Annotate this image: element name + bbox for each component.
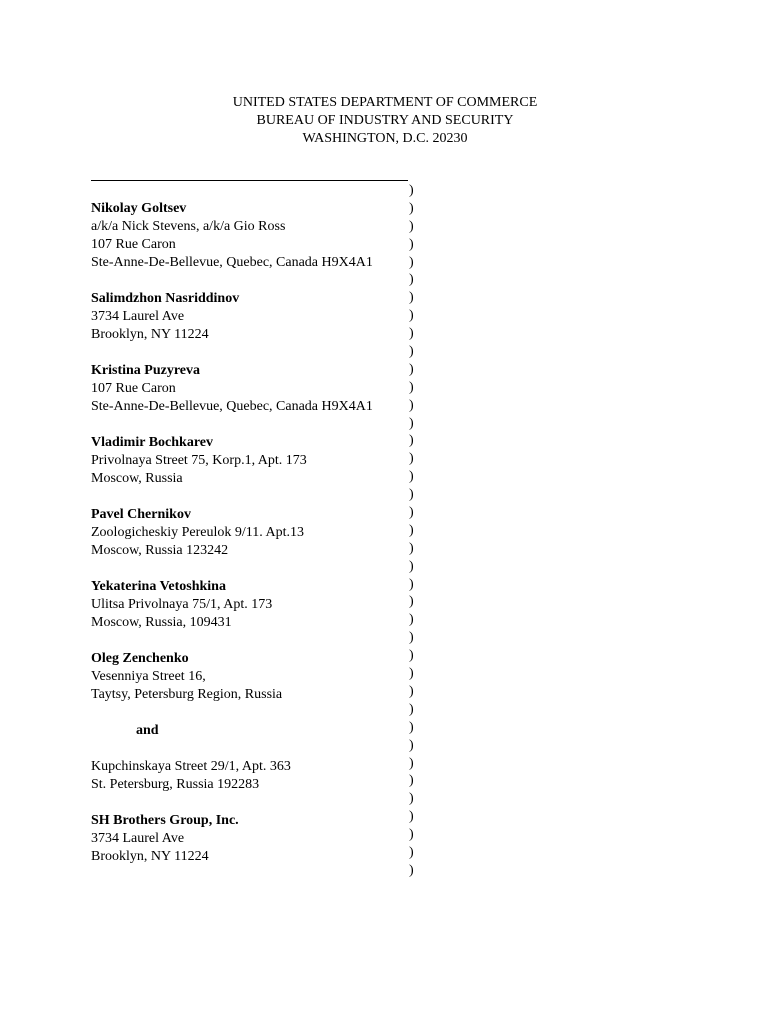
caption-parenthesis: ) [409,576,414,592]
party-sh-brothers [91,812,411,866]
caption-parenthesis: ) [409,719,414,735]
party-vetoshkina [91,578,411,632]
party-address-line: Kupchinskaya Street 29/1, Apt. 363 [91,759,291,774]
caption-parenthesis: ) [409,200,414,216]
party-address-line: a/k/a Nick Stevens, a/k/a Gio Ross [91,219,286,234]
caption-parenthesis-column [409,182,421,880]
agency-header [0,94,770,148]
party-name: SH Brothers Group, Inc. [91,813,239,828]
party-name: Vladimir Bochkarev [91,435,213,450]
party-puzyreva [91,362,411,416]
caption-parenthesis: ) [409,415,414,431]
party-address-line: Moscow, Russia 123242 [91,543,229,558]
caption-parenthesis: ) [409,433,414,449]
caption-parenthesis: ) [409,809,414,825]
party-address-line: Vesenniya Street 16, [91,669,206,684]
party-address-line: Ste-Anne-De-Bellevue, Quebec, Canada H9X4A1 [91,399,373,414]
caption-parenthesis: ) [409,666,414,682]
caption-parenthesis: ) [409,844,414,860]
caption-parenthesis: ) [409,630,414,646]
party-address-line: 3734 Laurel Ave [91,831,185,846]
caption-parenthesis: ) [409,451,414,467]
party-name: Pavel Chernikov [91,507,191,522]
party-address-line: Moscow, Russia [91,471,183,486]
caption-parenthesis: ) [409,469,414,485]
caption-parenthesis: ) [409,755,414,771]
party-address-line: Brooklyn, NY 11224 [91,327,209,342]
caption-parenthesis: ) [409,594,414,610]
caption-parenthesis: ) [409,183,414,198]
caption-parenthesis: ) [409,540,414,556]
caption-parenthesis: ) [409,612,414,628]
party-name: Oleg Zenchenko [91,651,189,666]
party-address-line: Ulitsa Privolnaya 75/1, Apt. 173 [91,597,273,612]
party-address-line: Moscow, Russia, 109431 [91,615,232,630]
caption-parenthesis: ) [409,701,414,717]
caption-parenthesis: ) [409,791,414,807]
caption-parenthesis: ) [409,397,414,413]
party-address-line: Taytsy, Petersburg Region, Russia [91,687,283,702]
caption-parenthesis: ) [409,558,414,574]
party-address-line: 107 Rue Caron [91,237,176,252]
caption-parenthesis: ) [409,487,414,503]
party-address-line: St. Petersburg, Russia 192283 [91,777,260,792]
party-address-line: Zoologicheskiy Pereulok 9/11. Apt.13 [91,525,304,540]
party-address-line: Privolnaya Street 75, Korp.1, Apt. 173 [91,453,307,468]
header-location: WASHINGTON, D.C. 20230 [302,131,468,146]
party-address-line: 107 Rue Caron [91,381,176,396]
party-zenchenko [91,650,411,704]
party-bochkarev [91,434,411,488]
conjunction-and: and [136,723,159,738]
caption-parenthesis: ) [409,505,414,521]
caption-parenthesis: ) [409,236,414,252]
party-name: Salimdzhon Nasriddinov [91,291,240,306]
caption-parenthesis: ) [409,827,414,843]
party-zenchenko-alt-address [91,758,411,794]
caption-parenthesis: ) [409,218,414,234]
caption-parenthesis: ) [409,344,414,360]
caption-parenthesis: ) [409,773,414,789]
caption-parenthesis: ) [409,272,414,288]
respondents-caption [91,200,411,884]
caption-parenthesis: ) [409,308,414,324]
caption-rule [91,180,408,181]
caption-parenthesis: ) [409,522,414,538]
party-name: Yekaterina Vetoshkina [91,579,226,594]
caption-parenthesis: ) [409,683,414,699]
caption-parenthesis: ) [409,862,414,878]
caption-parenthesis: ) [409,648,414,664]
party-address-line: Ste-Anne-De-Bellevue, Quebec, Canada H9X4A1 [91,255,373,270]
header-bureau: BUREAU OF INDUSTRY AND SECURITY [256,113,514,128]
party-name: Nikolay Goltsev [91,201,187,216]
caption-parenthesis: ) [409,290,414,306]
caption-parenthesis: ) [409,379,414,395]
caption-parenthesis: ) [409,737,414,753]
party-goltsev [91,200,411,272]
header-department: UNITED STATES DEPARTMENT OF COMMERCE [232,95,538,110]
caption-parenthesis: ) [409,326,414,342]
party-name: Kristina Puzyreva [91,363,201,378]
party-nasriddinov [91,290,411,344]
party-chernikov [91,506,411,560]
party-address-line: 3734 Laurel Ave [91,309,185,324]
caption-parenthesis: ) [409,361,414,377]
caption-parenthesis: ) [409,254,414,270]
party-address-line: Brooklyn, NY 11224 [91,849,209,864]
